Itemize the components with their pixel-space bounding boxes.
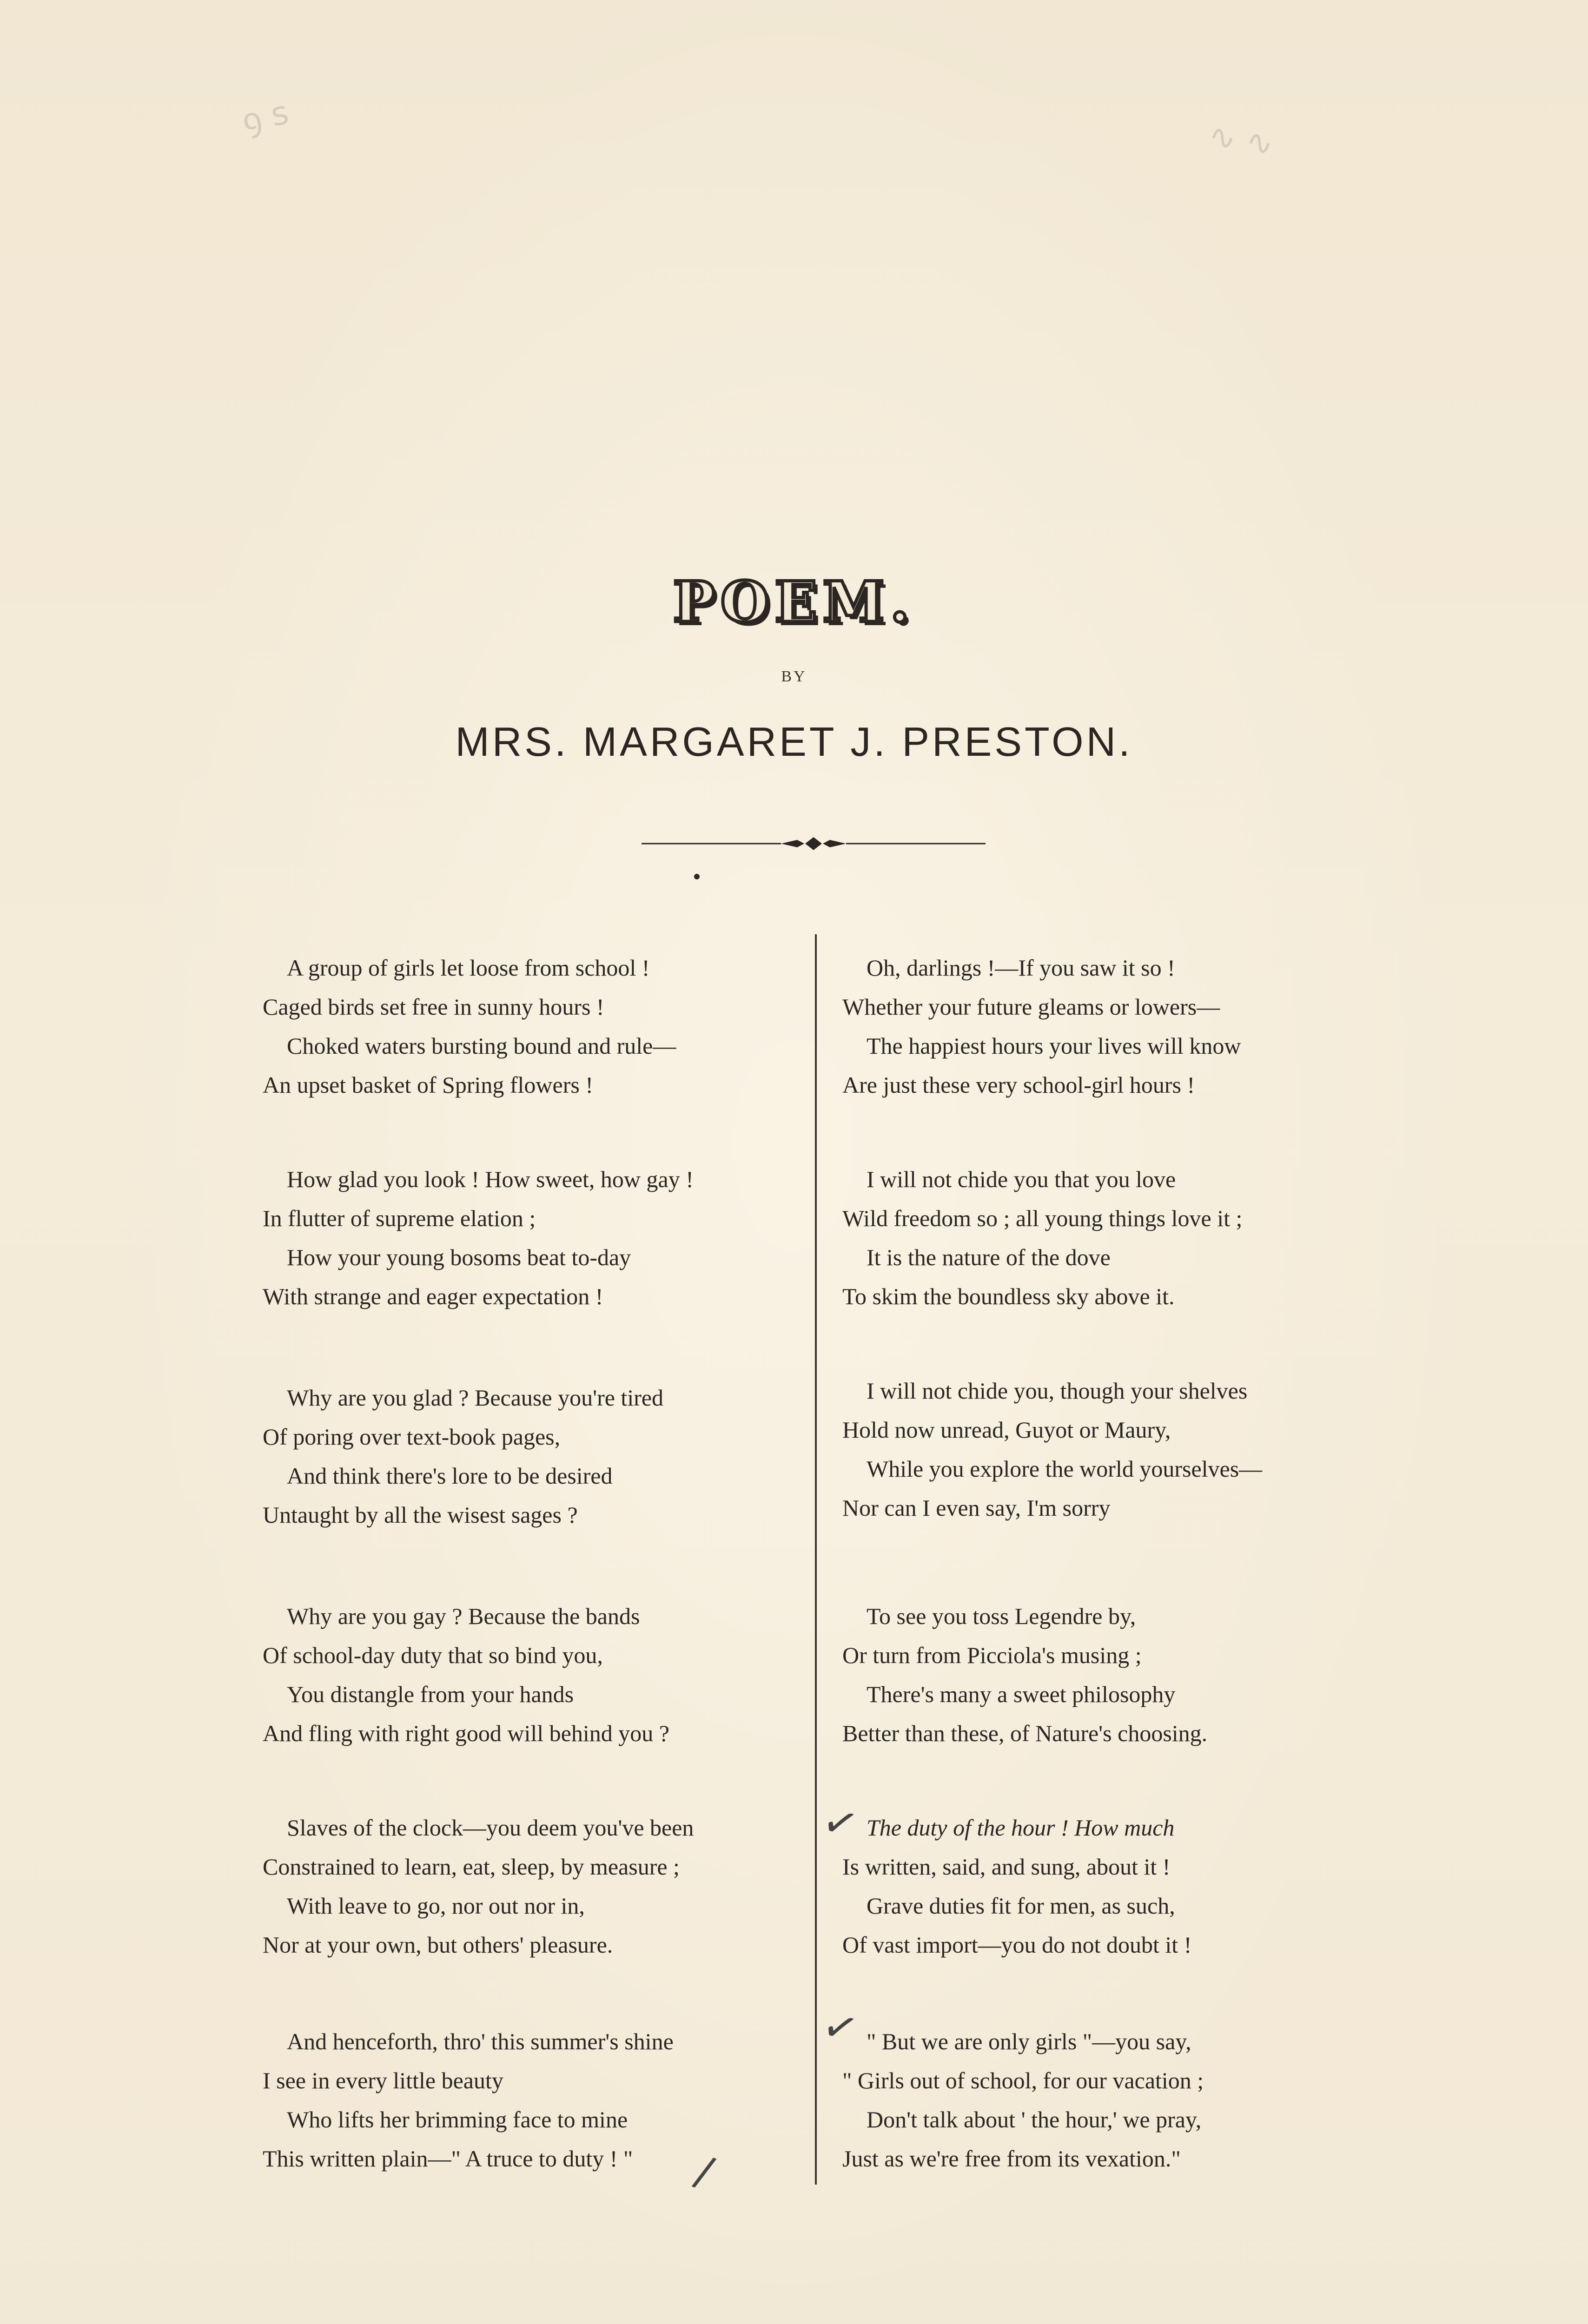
stanza [842, 2022, 1423, 2178]
verse-line: Grave duties fit for men, as such, [867, 1893, 1175, 1919]
verse-line: Just as we're free from its vexation." [842, 2146, 1181, 2172]
stanza [842, 1371, 1423, 1527]
verse-line: You distangle from your hands [287, 1681, 574, 1707]
verse-line: Untaught by all the wisest sages ? [263, 1502, 578, 1528]
byline: BY [781, 668, 807, 685]
stanza [263, 948, 844, 1104]
verse-line: Are just these very school-girl hours ! [842, 1072, 1195, 1098]
verse-line: Hold now unread, Guyot or Maury, [842, 1417, 1171, 1443]
decorative-dot [694, 874, 700, 879]
verse-line: Nor at your own, but others' pleasure. [263, 1932, 613, 1958]
verse-line: Slaves of the clock—you deem you've been [287, 1815, 694, 1841]
author-name: MRS. MARGARET J. PRESTON. [455, 719, 1133, 765]
stanza [263, 1808, 844, 1964]
verse-line: I see in every little beauty [263, 2067, 503, 2093]
verse-line: Don't talk about ' the hour,' we pray, [867, 2106, 1202, 2133]
ornament-divider-icon [642, 834, 986, 853]
stanza [842, 1160, 1423, 1316]
verse-line: Is written, said, and sung, about it ! [842, 1854, 1171, 1880]
verse-line: Whether your future gleams or lowers— [842, 994, 1220, 1020]
stanza [263, 2022, 844, 2178]
poem-title: POEM. [673, 569, 915, 635]
verse-line: A group of girls let loose from school ! [287, 955, 650, 981]
verse-line: Why are you gay ? Because the bands [287, 1603, 640, 1629]
verse-line: Better than these, of Nature's choosing. [842, 1720, 1208, 1746]
verse-line: Or turn from Picciola's musing ; [842, 1642, 1142, 1668]
verse-line: How your young bosoms beat to-day [287, 1244, 631, 1270]
verse-line: And henceforth, thro' this summer's shine [287, 2028, 674, 2054]
verse-line: Of school-day duty that so bind you, [263, 1642, 603, 1668]
verse-line: The happiest hours your lives will know [867, 1033, 1241, 1059]
column-divider [815, 934, 817, 2185]
pencil-marks: ꝯ ꜱ [238, 93, 292, 140]
verse-line: How glad you look ! How sweet, how gay ! [287, 1166, 694, 1192]
verse-line: An upset basket of Spring flowers ! [263, 1072, 593, 1098]
verse-line: There's many a sweet philosophy [867, 1681, 1176, 1707]
check-mark-icon: / [689, 2146, 720, 2198]
verse-line: Of poring over text-book pages, [263, 1424, 561, 1450]
verse-line: " Girls out of school, for our vacation ; [842, 2067, 1204, 2093]
verse-line: And fling with right good will behind you ? [263, 1720, 669, 1746]
verse-line: It is the nature of the dove [867, 1244, 1111, 1270]
verse-line: Of vast import—you do not doubt it ! [842, 1932, 1192, 1958]
verse-line: The duty of the hour ! How much [867, 1815, 1175, 1841]
verse-line: And think there's lore to be desired [287, 1463, 613, 1489]
verse-line: Why are you glad ? Because you're tired [287, 1385, 664, 1411]
verse-line: To skim the boundless sky above it. [842, 1283, 1175, 1309]
verse-line: Constrained to learn, eat, sleep, by measure ; [263, 1854, 680, 1880]
verse-line: With leave to go, nor out nor in, [287, 1893, 585, 1919]
verse-line: Nor can I even say, I'm sorry [842, 1495, 1111, 1521]
verse-line: Oh, darlings !—If you saw it so ! [867, 955, 1175, 981]
verse-line: This written plain—" A truce to duty ! " [263, 2146, 633, 2172]
verse-line: In flutter of supreme elation ; [263, 1205, 536, 1231]
verse-line: While you explore the world yourselves— [867, 1456, 1263, 1482]
verse-line: I will not chide you, though your shelves [867, 1378, 1248, 1404]
stanza [263, 1597, 844, 1753]
verse-line: I will not chide you that you love [867, 1166, 1176, 1192]
verse-line: Who lifts her brimming face to mine [287, 2106, 628, 2133]
verse-line: " But we are only girls "—you say, [867, 2028, 1191, 2054]
verse-line: With strange and eager expectation ! [263, 1283, 603, 1309]
pencil-marks: ∿ ∿ [1206, 116, 1276, 164]
stanza [263, 1160, 844, 1316]
stanza [842, 948, 1423, 1104]
stanza [842, 1597, 1423, 1753]
verse-line: Choked waters bursting bound and rule— [287, 1033, 676, 1059]
check-mark-icon: ✓ [817, 1795, 864, 1851]
stanza [842, 1808, 1423, 1964]
check-mark-icon: ✓ [817, 2000, 864, 2056]
verse-line: Wild freedom so ; all young things love it ; [842, 1205, 1243, 1231]
verse-line: Caged birds set free in sunny hours ! [263, 994, 604, 1020]
stanza [263, 1378, 844, 1534]
verse-line: To see you toss Legendre by, [867, 1603, 1136, 1629]
